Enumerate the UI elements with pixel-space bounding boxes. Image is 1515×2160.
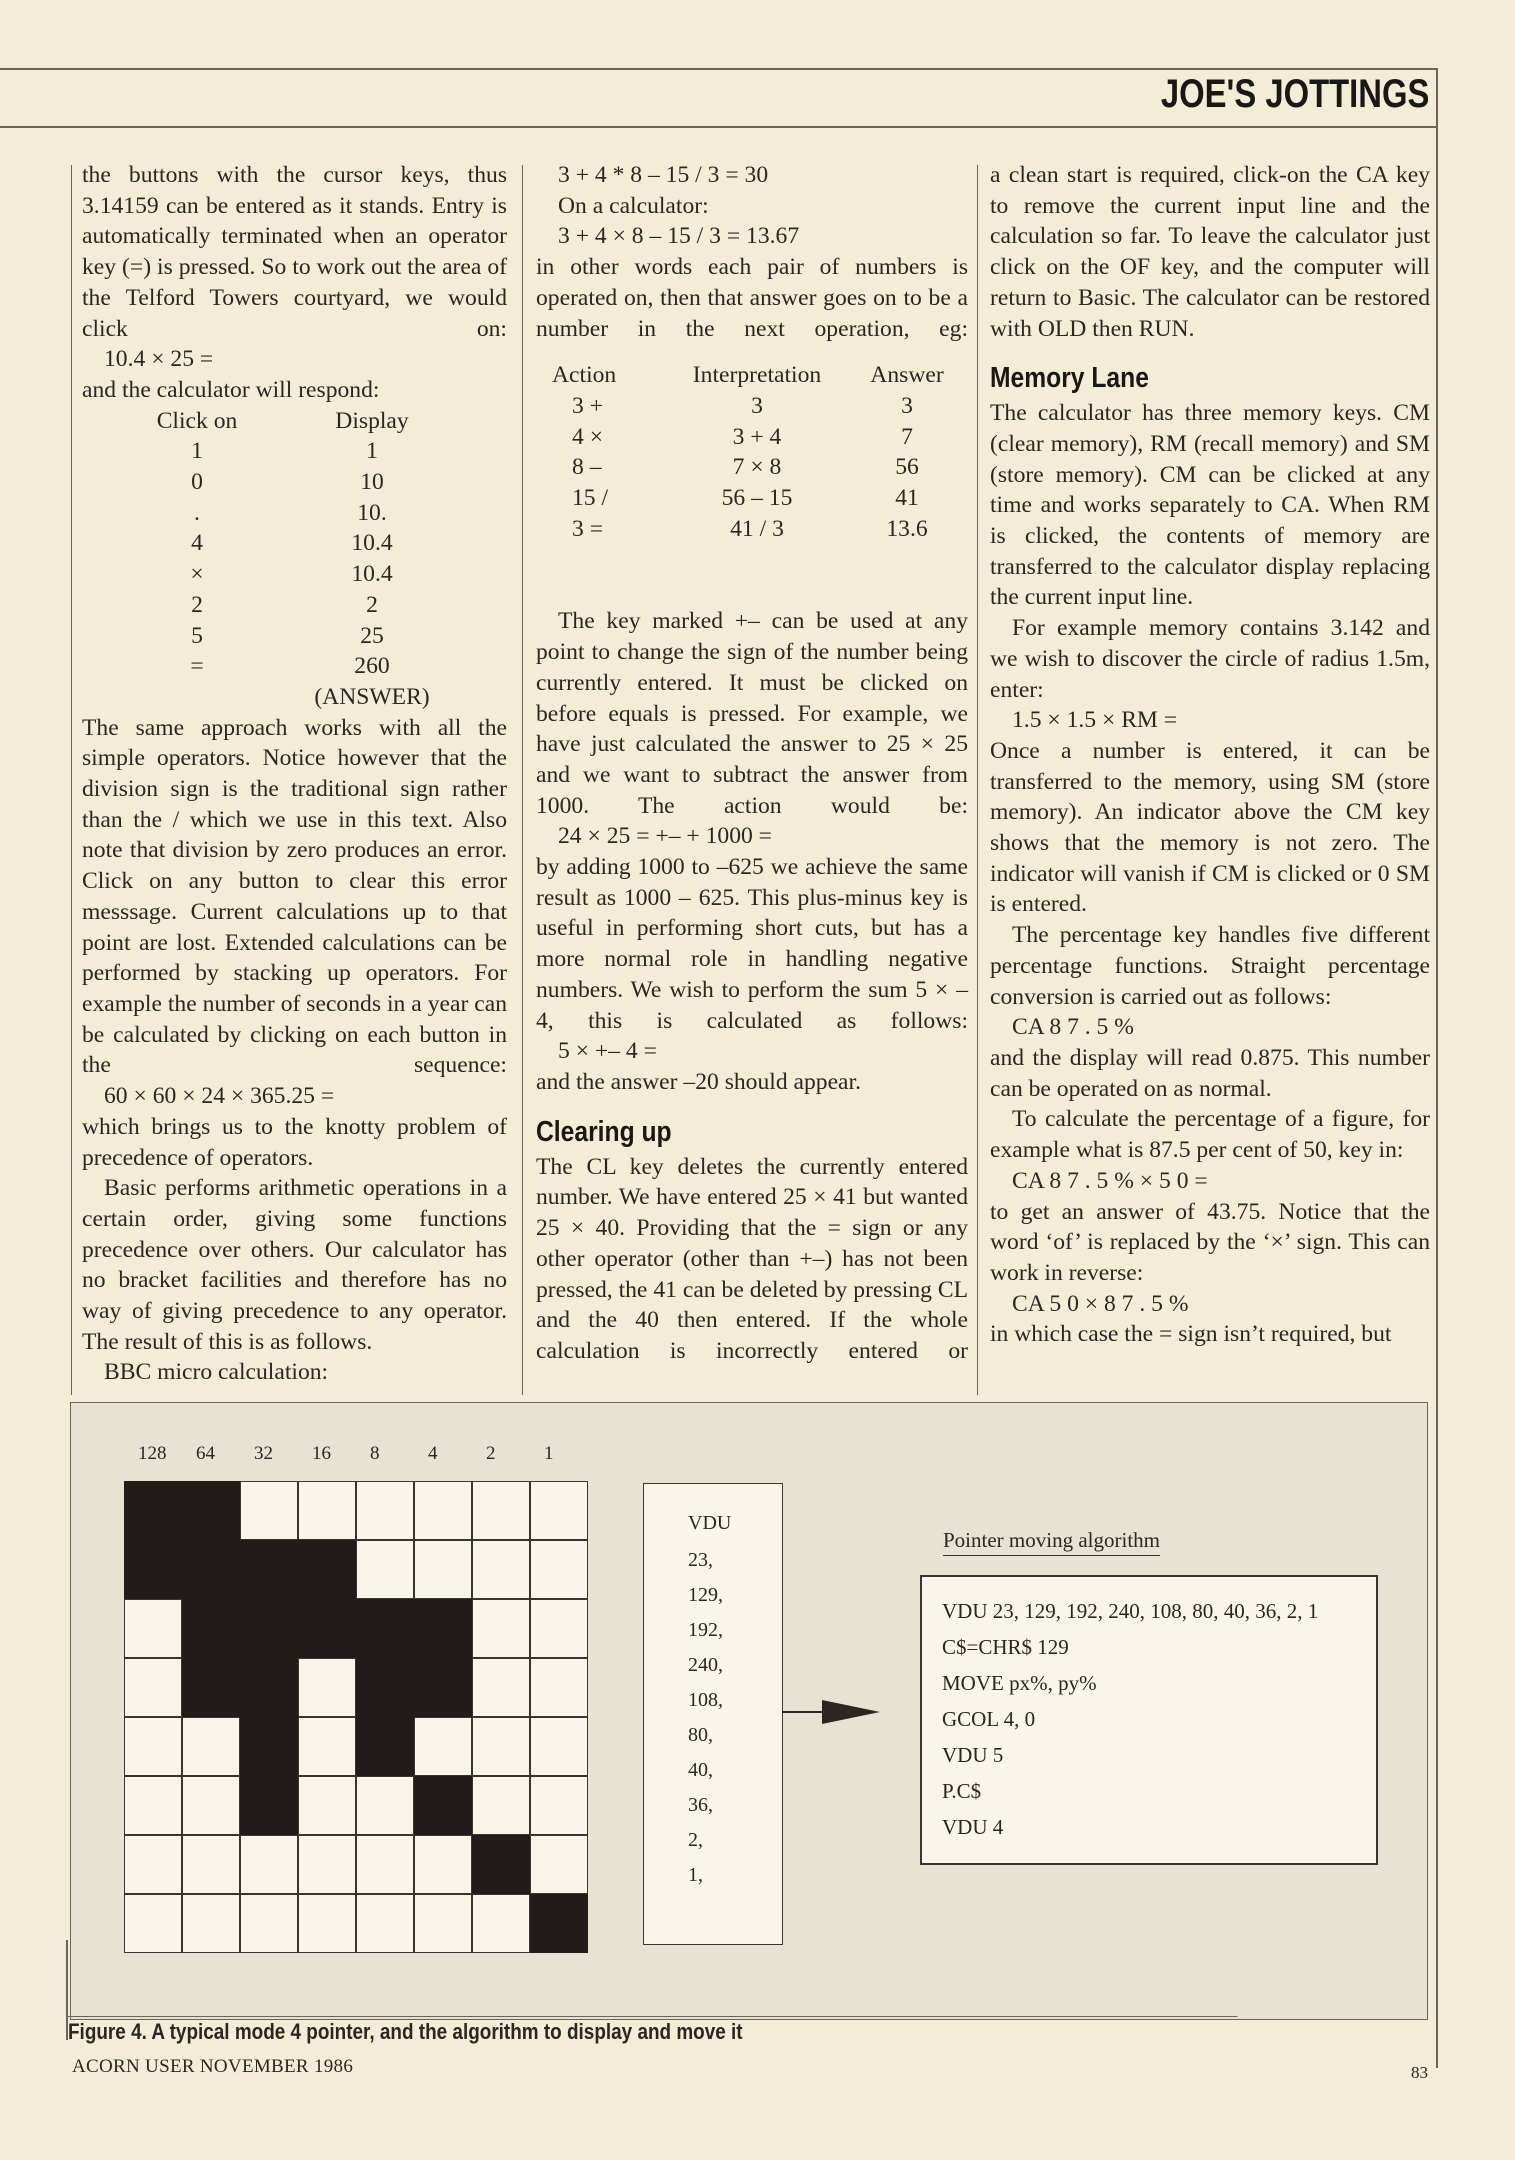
click-cell: 4 <box>191 530 203 557</box>
paragraph: and the display will read 0.875. This number can be operated on as normal. <box>990 1044 1430 1102</box>
grid-cell-empty <box>530 1776 588 1835</box>
paragraph: in which case the = sign isn’t required, but <box>990 1321 1392 1348</box>
grid-cell-empty <box>356 1835 414 1894</box>
grid-cell-filled <box>240 1599 298 1658</box>
click-cell: . <box>194 499 200 526</box>
grid-cell-filled <box>182 1599 240 1658</box>
grid-cell-filled <box>356 1599 414 1658</box>
grid-cell-empty <box>472 1894 530 1953</box>
grid-cell-empty <box>124 1894 182 1953</box>
table-row <box>82 590 432 621</box>
action-cell: 8 – <box>572 454 602 481</box>
paragraph: by adding 1000 to –625 we achieve the same result as 1000 – 625. This plus-minus key is useful in performing short cuts, but has a more normal role in handling negative numbers. We wish to perform the sum 5 × –4, this is calculated as follows: <box>536 854 968 1034</box>
answer-label: (ANSWER) <box>314 683 430 710</box>
grid-cell-empty <box>530 1481 588 1540</box>
paragraph: Basic performs arithmetic operations in a certain order, giving some functions precedence over others. Our calculator has no bracket facilities and therefore has no way of giving precedence to any operator. The result of this is as follows. <box>82 1175 507 1355</box>
grid-cell-empty <box>414 1835 472 1894</box>
display-cell: 10 <box>360 469 384 496</box>
algorithm-line: P.C$ <box>942 1779 982 1803</box>
paragraph: BBC micro calculation: <box>104 1359 329 1386</box>
paragraph: The calculator has three memory keys. CM (clear memory), RM (recall memory) and SM (store memory). CM can be clicked at any time and works separately to CA. When RM is clicked, the contents of memory are transferred to the calculator display replacing the current input line. <box>990 400 1430 611</box>
equation: 10.4 × 25 = <box>104 346 214 373</box>
equation: 3 + 4 × 8 – 15 / 3 = 13.67 <box>558 223 800 250</box>
grid-cell-empty <box>356 1776 414 1835</box>
column-3 <box>990 160 1430 1350</box>
grid-cell-empty <box>124 1658 182 1717</box>
answer-cell: 41 <box>895 485 919 512</box>
action-cell: 3 + <box>572 392 604 419</box>
paragraph: The CL key deletes the currently entered number. We have entered 25 × 41 but wanted 25 × 40. Providing that the = sign or any other operator (other than +–) has not been pressed, the 41 can be deleted by pressing CL and the 40 then entered. If the whole calculation is incorrectly entered or <box>536 1153 968 1364</box>
paragraph: To calculate the percentage of a figure, for example what is 87.5 per cent of 50, key in: <box>990 1106 1430 1164</box>
table-row <box>82 498 432 529</box>
grid-cell-filled <box>356 1717 414 1776</box>
paragraph: and the answer –20 should appear. <box>536 1068 861 1095</box>
grid-cell-empty <box>298 1894 356 1953</box>
click-display-table <box>82 406 432 713</box>
grid-cell-empty <box>182 1717 240 1776</box>
vdu-line: VDU <box>688 1512 732 1534</box>
grid-cell-filled <box>298 1540 356 1599</box>
grid-cell-empty <box>124 1599 182 1658</box>
action-cell: 4 × <box>572 423 604 450</box>
equation: CA 8 7 . 5 % <box>1012 1014 1134 1041</box>
equation: 1.5 × 1.5 × RM = <box>1012 707 1178 734</box>
bit-label: 32 <box>254 1443 273 1464</box>
magazine-footer: ACORN USER NOVEMBER 1986 <box>72 2056 354 2077</box>
grid-cell-empty <box>124 1835 182 1894</box>
grid-cell-empty <box>472 1540 530 1599</box>
grid-cell-filled <box>414 1776 472 1835</box>
top-rule <box>0 68 1438 70</box>
grid-cell-empty <box>472 1717 530 1776</box>
vdu-line: 36, <box>688 1794 713 1816</box>
grid-cell-empty <box>356 1894 414 1953</box>
grid-cell-empty <box>530 1540 588 1599</box>
grid-cell-empty <box>530 1835 588 1894</box>
paragraph: The key marked +– can be used at any point to change the sign of the number being currently entered. It must be clicked on before equals is pressed. For example, we have just calculated the answer to 25 × 25 and we want to subtract the answer from 1000. The action would be: <box>536 608 968 819</box>
grid-cell-filled <box>414 1658 472 1717</box>
display-cell: 10.4 <box>351 530 393 557</box>
paragraph: the buttons with the cursor keys, thus 3.14159 can be entered as it stands. Entry is automatically terminated when an operator key (=) is pressed. So to work out the area of the Telford Towers courtyard, we would click on: <box>82 162 507 342</box>
action-cell: 3 = <box>572 515 604 542</box>
grid-cell-filled <box>124 1540 182 1599</box>
algorithm-line: GCOL 4, 0 <box>942 1707 1036 1731</box>
grid-cell-empty <box>298 1776 356 1835</box>
table-row <box>82 559 432 590</box>
table-row <box>82 528 432 559</box>
answer-cell: 7 <box>901 423 913 450</box>
grid-cell-empty <box>530 1599 588 1658</box>
vdu-line: 80, <box>688 1724 713 1746</box>
bit-label: 8 <box>370 1443 380 1464</box>
table-row <box>552 391 962 422</box>
grid-cell-empty <box>414 1540 472 1599</box>
bit-label: 4 <box>428 1443 438 1464</box>
vdu-line: 2, <box>688 1829 703 1851</box>
interpretation-cell: 3 + 4 <box>732 423 782 450</box>
table-row <box>82 467 432 498</box>
algorithm-line: VDU 4 <box>942 1815 1004 1839</box>
bit-label: 1 <box>544 1443 554 1464</box>
table-row <box>552 422 962 453</box>
click-cell: 5 <box>191 622 203 649</box>
grid-cell-empty <box>414 1894 472 1953</box>
display-cell: 10. <box>357 499 387 526</box>
interpretation-cell: 56 – 15 <box>721 485 793 512</box>
vdu-line: 23, <box>688 1549 713 1571</box>
algorithm-line: MOVE px%, py% <box>942 1671 1097 1695</box>
grid-cell-empty <box>356 1481 414 1540</box>
grid-cell-empty <box>472 1658 530 1717</box>
vdu-line: 129, <box>688 1584 723 1606</box>
section-title: JOE'S JOTTINGS <box>1160 72 1429 116</box>
table-row <box>552 514 962 545</box>
grid-cell-filled <box>240 1540 298 1599</box>
grid-cell-filled <box>240 1717 298 1776</box>
grid-cell-empty <box>356 1540 414 1599</box>
display-cell: 1 <box>366 438 378 465</box>
algorithm-code-box <box>920 1575 1378 1865</box>
algorithm-line: VDU 23, 129, 192, 240, 108, 80, 40, 36, 2, 1 <box>942 1599 1319 1623</box>
paragraph: On a calculator: <box>558 192 709 219</box>
paragraph: in other words each pair of numbers is operated on, then that answer goes on to be a number in the next operation, eg: <box>536 254 968 342</box>
click-cell: × <box>190 561 204 588</box>
equation: 24 × 25 = +– + 1000 = <box>558 823 772 850</box>
bit-label: 16 <box>312 1443 331 1464</box>
grid-cell-filled <box>356 1658 414 1717</box>
algorithm-line: C$=CHR$ 129 <box>942 1635 1069 1659</box>
paragraph: to get an answer of 43.75. Notice that the word ‘of’ is replaced by the ‘×’ sign. This can work in reverse: <box>990 1198 1430 1286</box>
grid-cell-filled <box>414 1599 472 1658</box>
answer-cell: 13.6 <box>886 515 928 542</box>
click-cell: 2 <box>191 591 203 618</box>
bit-label: 64 <box>196 1443 215 1464</box>
bit-label: 2 <box>486 1443 496 1464</box>
grid-cell-empty <box>472 1599 530 1658</box>
table-header-row <box>82 406 432 437</box>
grid-cell-empty <box>298 1658 356 1717</box>
vdu-line: 40, <box>688 1759 713 1781</box>
table-row <box>82 651 432 682</box>
grid-cell-filled <box>240 1658 298 1717</box>
grid-cell-filled <box>298 1599 356 1658</box>
grid-cell-filled <box>182 1481 240 1540</box>
grid-cell-empty <box>298 1481 356 1540</box>
grid-cell-empty <box>182 1776 240 1835</box>
grid-cell-empty <box>414 1481 472 1540</box>
paragraph: The percentage key handles five different percentage functions. Straight percentage conversion is carried out as follows: <box>990 922 1430 1010</box>
table-row <box>552 452 962 483</box>
paragraph: which brings us to the knotty problem of precedence of operators. <box>82 1113 507 1171</box>
grid-cell-empty <box>298 1835 356 1894</box>
answer-cell: 56 <box>895 454 919 481</box>
column-divider <box>71 165 72 1395</box>
interpretation-cell: 3 <box>751 392 763 419</box>
interpretation-cell: 41 / 3 <box>730 515 784 542</box>
arrow-right-icon <box>782 1697 882 1727</box>
answer-row <box>82 682 432 713</box>
display-cell: 10.4 <box>351 561 393 588</box>
equation: 3 + 4 * 8 – 15 / 3 = 30 <box>558 162 769 188</box>
grid-cell-empty <box>240 1835 298 1894</box>
grid-cell-empty <box>240 1894 298 1953</box>
vdu-line: 1, <box>688 1864 703 1886</box>
figure-caption: Figure 4. A typical mode 4 pointer, and the algorithm to display and move it <box>68 2016 1238 2045</box>
vdu-line: 240, <box>688 1654 723 1676</box>
algorithm-line: VDU 5 <box>942 1743 1004 1767</box>
paragraph: and the calculator will respond: <box>82 376 380 403</box>
click-cell: 0 <box>191 469 203 496</box>
grid-cell-empty <box>530 1717 588 1776</box>
paragraph: a clean start is required, click-on the CA key to remove the current input line and the calculation so far. To leave the calculator just click on the OF key, and the computer will return to Basic. The calculator can be restored with OLD then RUN. <box>990 162 1430 342</box>
table-header: Click on <box>156 407 238 434</box>
answer-cell: 3 <box>901 392 913 419</box>
table-row <box>82 436 432 467</box>
grid-cell-filled <box>530 1894 588 1953</box>
interpretation-cell: 7 × 8 <box>732 454 782 481</box>
algorithm-title: Pointer moving algorithm <box>943 1528 1160 1556</box>
right-rule <box>1436 68 1438 2068</box>
vdu-line: 108, <box>688 1689 723 1711</box>
subheading: Clearing up <box>536 1115 672 1148</box>
equation: CA 5 0 × 8 7 . 5 % <box>1012 1290 1189 1317</box>
grid-cell-empty <box>472 1481 530 1540</box>
header-rule <box>0 126 1438 128</box>
action-table <box>552 360 962 544</box>
grid-cell-empty <box>414 1717 472 1776</box>
column-divider <box>977 165 978 1395</box>
display-cell: 25 <box>360 622 384 649</box>
grid-cell-empty <box>472 1776 530 1835</box>
grid-cell-empty <box>240 1481 298 1540</box>
grid-cell-filled <box>182 1540 240 1599</box>
page-number: 83 <box>1411 2063 1428 2082</box>
grid-cell-filled <box>182 1658 240 1717</box>
vdu-line: 192, <box>688 1619 723 1641</box>
table-header: Display <box>335 407 409 434</box>
bit-label: 128 <box>138 1443 167 1464</box>
table-header-row <box>552 360 962 391</box>
display-cell: 260 <box>354 653 390 680</box>
equation: CA 8 7 . 5 % × 5 0 = <box>1012 1167 1208 1194</box>
grid-cell-filled <box>124 1481 182 1540</box>
grid-cell-empty <box>124 1717 182 1776</box>
grid-cell-empty <box>298 1717 356 1776</box>
table-header: Action <box>552 362 617 389</box>
paragraph: For example memory contains 3.142 and we wish to discover the circle of radius 1.5m, enter: <box>990 615 1430 703</box>
paragraph: The same approach works with all the simple operators. Notice however that the division sign is the traditional sign rather than the / which we use in this text. Also note that division by zero produces an error. Click on any button to clear this error messsage. Current calculations up to that point are lost. Extended calculations can be performed by stacking up operators. For example the number of seconds in a year can be calculated by clicking on each button in the sequence: <box>82 714 507 1079</box>
grid-cell-filled <box>240 1776 298 1835</box>
table-header: Answer <box>870 362 944 389</box>
click-cell: 1 <box>191 438 203 465</box>
equation: 60 × 60 × 24 × 365.25 = <box>104 1083 335 1110</box>
grid-cell-filled <box>472 1835 530 1894</box>
display-cell: 2 <box>366 591 378 618</box>
table-row <box>552 483 962 514</box>
column-1 <box>82 160 507 1388</box>
table-row <box>82 621 432 652</box>
table-header: Interpretation <box>692 362 822 389</box>
column-2 <box>536 160 968 1367</box>
paragraph: Once a number is entered, it can be transferred to the memory, using SM (store memory). An indicator above the CM key shows that the memory is not zero. The indicator will vanish if CM is clicked or 0 SM is entered. <box>990 737 1430 918</box>
click-cell: = <box>190 653 204 680</box>
vdu-code-box <box>643 1483 783 1945</box>
grid-cell-empty <box>124 1776 182 1835</box>
column-divider <box>522 165 523 1395</box>
equation: 5 × +– 4 = <box>558 1038 657 1065</box>
grid-cell-empty <box>530 1658 588 1717</box>
action-cell: 15 / <box>572 485 609 512</box>
subheading: Memory Lane <box>990 362 1149 395</box>
grid-cell-empty <box>182 1835 240 1894</box>
grid-cell-empty <box>182 1894 240 1953</box>
